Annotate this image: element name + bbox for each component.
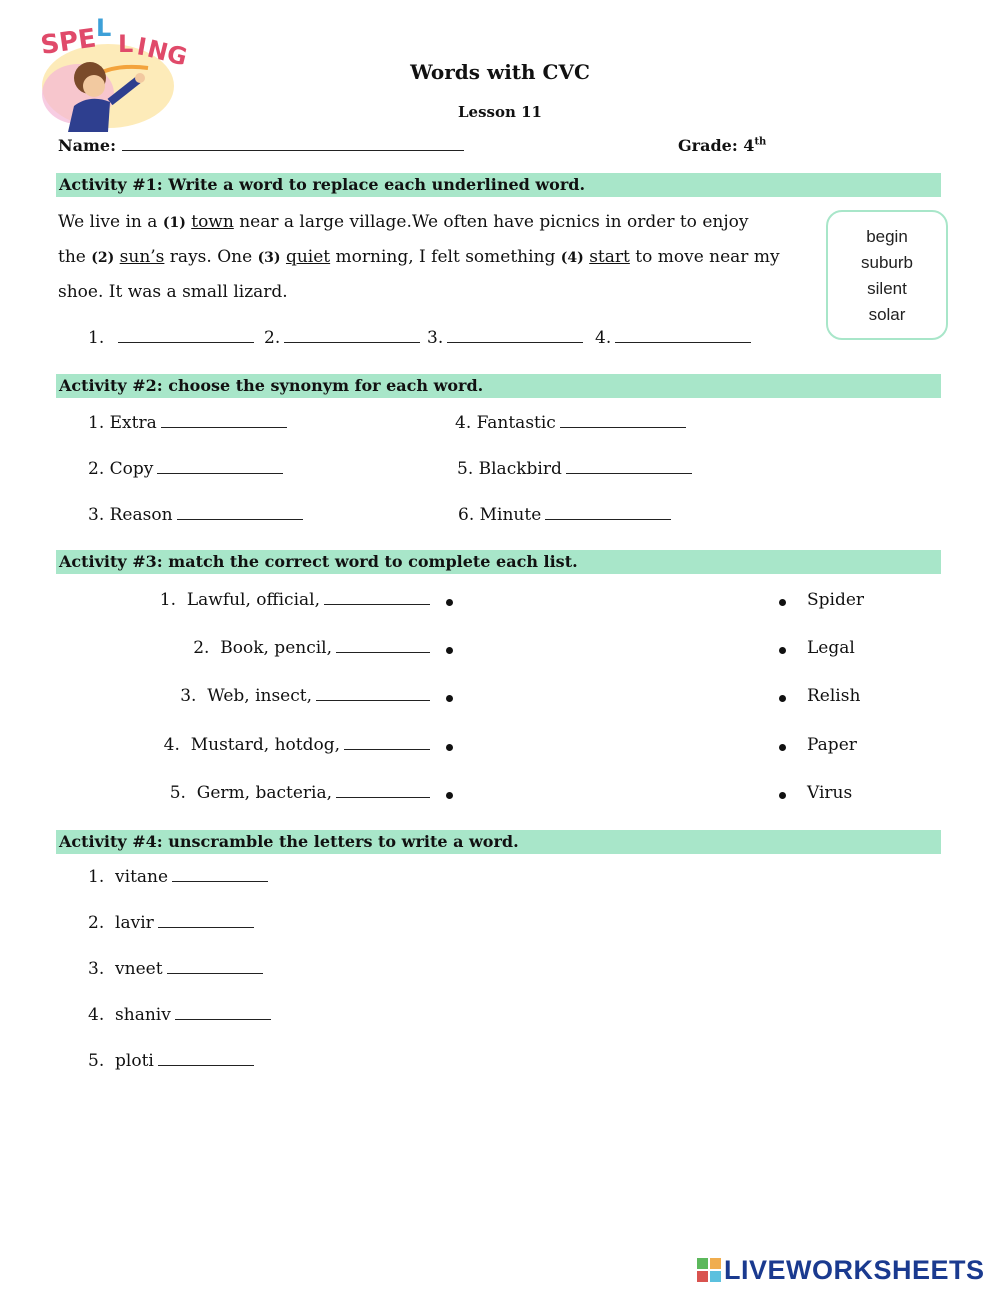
synonym-item-3: 3. Reason <box>88 505 303 525</box>
synonym-item-2: 2. Copy <box>88 459 283 479</box>
answer-blank[interactable] <box>615 328 751 343</box>
unscramble-blank[interactable] <box>158 1051 254 1066</box>
match-dot-right[interactable] <box>779 792 786 799</box>
grade-row <box>678 136 766 155</box>
marker-1: (1) <box>162 215 186 231</box>
paragraph-line-2: the (2) sun’s rays. One (3) quiet morning, I felt something (4) start to move near my <box>58 247 780 267</box>
unscramble-blank[interactable] <box>158 913 254 928</box>
unscramble-blank[interactable] <box>172 867 268 882</box>
unscramble-blank[interactable] <box>167 959 263 974</box>
answer-blank[interactable] <box>447 328 583 343</box>
grade-superscript: th <box>754 136 767 148</box>
answer-blank[interactable] <box>284 328 420 343</box>
underlined-word-1: town <box>191 212 234 232</box>
name-input-line[interactable] <box>122 136 464 151</box>
answer-2: 2. <box>264 328 420 348</box>
match-dot-left[interactable] <box>446 792 453 799</box>
synonym-blank[interactable] <box>161 413 287 428</box>
answer-1: 1. <box>88 328 254 348</box>
synonym-item-5: 5. Blackbird <box>457 459 692 479</box>
word-bank <box>826 210 948 340</box>
marker-2: (2) <box>91 250 115 266</box>
paragraph-line-3: shoe. It was a small lizard. <box>58 282 288 302</box>
lesson-label: Lesson 11 <box>458 103 542 121</box>
synonym-blank[interactable] <box>560 413 686 428</box>
word-bank-item: solar <box>868 305 906 324</box>
answer-blank[interactable] <box>118 328 254 343</box>
activity1-heading: Activity #1: Write a word to replace each underlined word. <box>56 173 941 197</box>
word-bank-item: begin <box>866 227 908 246</box>
match-dot-right[interactable] <box>779 744 786 751</box>
name-label: Name: <box>58 136 117 155</box>
liveworksheets-brand: LIVEWORKSHEETS <box>724 1254 985 1285</box>
synonym-item-4: 4. Fantastic <box>455 413 686 433</box>
match-dot-right[interactable] <box>779 695 786 702</box>
match-blank[interactable] <box>344 735 430 750</box>
svg-text:I: I <box>134 32 149 62</box>
synonym-blank[interactable] <box>157 459 283 474</box>
unscramble-item-4: 4. shaniv <box>88 1005 271 1025</box>
grade-label: Grade: 4 <box>678 136 755 155</box>
match-dot-left[interactable] <box>446 647 453 654</box>
unscramble-item-3: 3. vneet <box>88 959 263 979</box>
answer-3: 3. <box>427 328 583 348</box>
underlined-word-3: quiet <box>285 247 331 267</box>
word-bank-item: suburb <box>861 253 913 272</box>
underlined-word-4: start <box>589 247 630 267</box>
match-blank[interactable] <box>324 590 430 605</box>
match-right-4: Paper <box>807 735 857 755</box>
match-left-1: 1. Lawful, official, <box>160 590 430 610</box>
activity2-heading: Activity #2: choose the synonym for each word. <box>56 374 941 398</box>
word-bank-item: silent <box>867 279 907 298</box>
match-left-3: 3. Web, insect, <box>180 686 430 706</box>
svg-text:L: L <box>118 30 134 58</box>
svg-text:NG: NG <box>144 34 190 72</box>
match-dot-right[interactable] <box>779 647 786 654</box>
match-right-1: Spider <box>807 590 865 610</box>
svg-text:L: L <box>96 14 112 42</box>
unscramble-item-1: 1. vitane <box>88 867 268 887</box>
match-left-4: 4. Mustard, hotdog, <box>164 735 430 755</box>
activity3-heading: Activity #3: match the correct word to complete each list. <box>56 550 941 574</box>
match-dot-right[interactable] <box>779 599 786 606</box>
activity4-heading: Activity #4: unscramble the letters to write a word. <box>56 830 941 854</box>
match-blank[interactable] <box>336 638 430 653</box>
paragraph-line-1: We live in a (1) town near a large village.We often have picnics in order to enjoy <box>58 212 749 232</box>
match-left-5: 5. Germ, bacteria, <box>170 783 430 803</box>
match-right-3: Relish <box>807 686 861 706</box>
answer-4: 4. <box>595 328 751 348</box>
match-dot-left[interactable] <box>446 744 453 751</box>
synonym-blank[interactable] <box>177 505 303 520</box>
svg-text:SPE: SPE <box>38 23 98 61</box>
synonym-item-6: 6. Minute <box>458 505 671 525</box>
name-row <box>58 136 464 155</box>
match-right-5: Virus <box>807 783 853 803</box>
match-dot-left[interactable] <box>446 695 453 702</box>
activity1-paragraph <box>58 205 808 309</box>
underlined-word-2: sun’s <box>119 247 165 267</box>
liveworksheets-mark-icon <box>697 1258 721 1282</box>
match-dot-left[interactable] <box>446 599 453 606</box>
match-blank[interactable] <box>316 686 430 701</box>
match-left-2: 2. Book, pencil, <box>193 638 430 658</box>
marker-4: (4) <box>560 250 584 266</box>
match-blank[interactable] <box>336 783 430 798</box>
liveworksheets-logo <box>697 1255 985 1285</box>
page-title: Words with CVC <box>410 60 590 84</box>
synonym-item-1: 1. Extra <box>88 413 287 433</box>
match-right-2: Legal <box>807 638 855 658</box>
unscramble-item-5: 5. ploti <box>88 1051 254 1071</box>
marker-3: (3) <box>257 250 281 266</box>
synonym-blank[interactable] <box>545 505 671 520</box>
unscramble-item-2: 2. lavir <box>88 913 254 933</box>
unscramble-blank[interactable] <box>175 1005 271 1020</box>
synonym-blank[interactable] <box>566 459 692 474</box>
